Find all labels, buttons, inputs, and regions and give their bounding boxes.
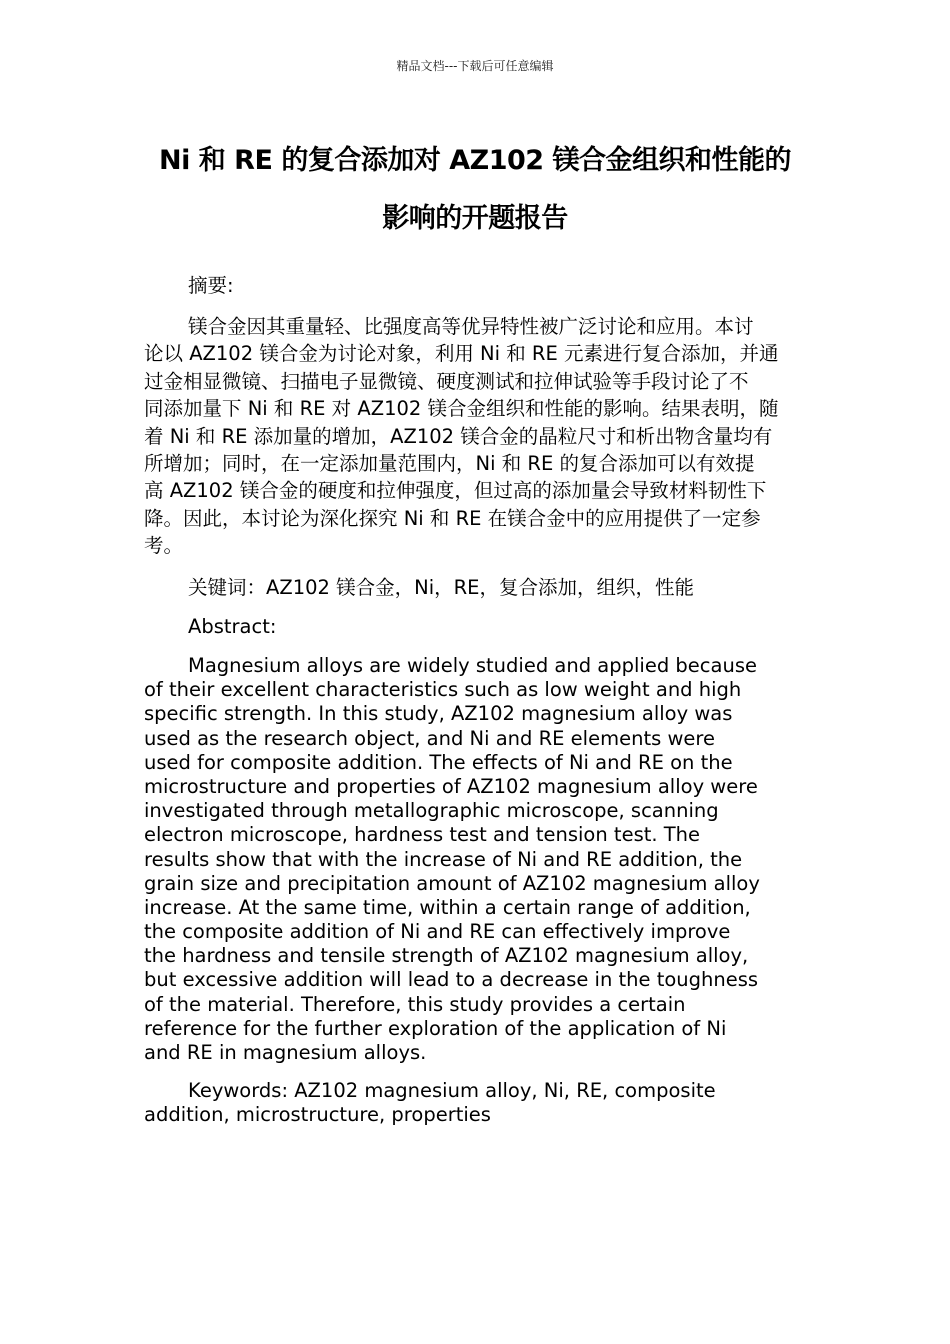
- abstract-zh-label: 摘要:: [188, 274, 234, 297]
- abstract-zh-line: 镁合金因其重量轻、比强度高等优异特性被广泛讨论和应用。本讨: [188, 315, 754, 338]
- abstract-en-line: Magnesium alloys are widely studied and applied because: [188, 654, 757, 677]
- abstract-zh-paragraph: [144, 313, 814, 560]
- keywords-zh-block: [144, 574, 814, 601]
- abstract-zh-line: 高 AZ102 镁合金的硬度和拉伸强度，但过高的添加量会导致材料韧性下: [144, 479, 767, 503]
- abstract-zh-line: 着 Ni 和 RE 添加量的增加，AZ102 镁合金的晶粒尺寸和析出物含量均有: [144, 424, 773, 448]
- abstract-en-label: Abstract:: [188, 615, 277, 638]
- abstract-zh-line: 论以 AZ102 镁合金为讨论对象，利用 Ni 和 RE 元素进行复合添加，并通: [144, 342, 779, 366]
- abstract-zh-line: 所增加；同时，在一定添加量范围内，Ni 和 RE 的复合添加可以有效提: [144, 451, 755, 475]
- abstract-zh-line: 降。因此，本讨论为深化探究 Ni 和 RE 在镁合金中的应用提供了一定参: [144, 506, 761, 530]
- title-line-2: 影响的开题报告: [382, 203, 568, 234]
- abstract-en-line: grain size and precipitation amount of AZ102 magnesium alloy: [144, 871, 760, 895]
- page-header: 精品文档---下载后可任意编辑: [396, 59, 554, 73]
- abstract-zh-line: 同添加量下 Ni 和 RE 对 AZ102 镁合金组织和性能的影响。结果表明，随: [144, 397, 779, 421]
- abstract-en-line: electron microscope, hardness test and tension test. The: [144, 823, 701, 847]
- keywords-en-line: addition, microstructure, properties: [144, 1103, 491, 1127]
- abstract-en-line: used as the research object, and Ni and RE elements were: [144, 726, 715, 750]
- title-line-1: Ni 和 RE 的复合添加对 AZ102 镁合金组织和性能的: [159, 145, 791, 176]
- abstract-en-line: reference for the further exploration of the application of Ni: [144, 1016, 727, 1040]
- abstract-en-line: the hardness and tensile strength of AZ102 magnesium alloy,: [144, 944, 749, 968]
- abstract-en-line: used for composite addition. The effects of Ni and RE on the: [144, 750, 733, 774]
- abstract-en-line: of their excellent characteristics such as low weight and high: [144, 678, 742, 702]
- abstract-en-line: results show that with the increase of Ni and RE addition, the: [144, 847, 743, 871]
- abstract-zh-line: 考。: [144, 534, 184, 558]
- abstract-en-line: of the material. Therefore, this study provides a certain: [144, 992, 686, 1016]
- abstract-en-line: specific strength. In this study, AZ102 magnesium alloy was: [144, 702, 733, 726]
- abstract-en-line: microstructure and properties of AZ102 magnesium alloy were: [144, 774, 758, 798]
- abstract-zh-label-block: [144, 272, 814, 299]
- keywords-zh: 关键词：AZ102 镁合金，Ni，RE，复合添加，组织，性能: [188, 576, 694, 599]
- abstract-en-label-block: [144, 613, 814, 640]
- keywords-en-paragraph: [144, 1079, 814, 1127]
- abstract-en-paragraph: [144, 654, 814, 1065]
- abstract-en-line: and RE in magnesium alloys.: [144, 1041, 427, 1064]
- abstract-en-line: investigated through metallographic microscope, scanning: [144, 799, 719, 823]
- abstract-zh-line: 过金相显微镜、扫描电子显微镜、硬度测试和拉伸试验等手段讨论了不: [144, 369, 749, 393]
- keywords-en-line: Keywords: AZ102 magnesium alloy, Ni, RE, composite: [188, 1079, 716, 1102]
- abstract-en-line: but excessive addition will lead to a decrease in the toughness: [144, 968, 759, 992]
- abstract-en-line: the composite addition of Ni and RE can effectively improve: [144, 920, 731, 944]
- abstract-en-line: increase. At the same time, within a certain range of addition,: [144, 895, 751, 919]
